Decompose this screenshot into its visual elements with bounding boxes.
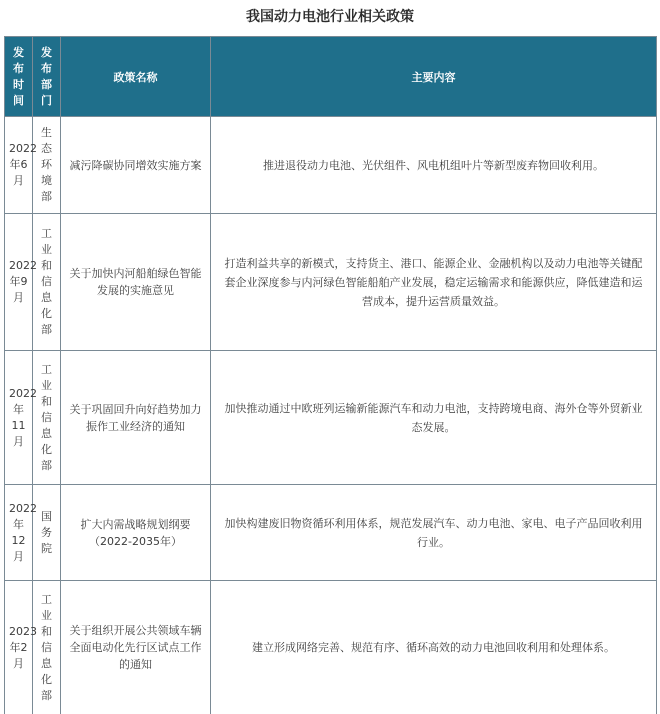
header-date: 发布时间 — [5, 37, 33, 117]
row-content: 加快构建废旧物资循环利用体系，规范发展汽车、动力电池、家电、电子产品回收利用行业。 — [211, 485, 657, 581]
table-row — [5, 581, 657, 714]
row-date: 2022年9月 — [5, 214, 33, 351]
row-dept: 工业和信息化部 — [33, 581, 61, 714]
header-name: 政策名称 — [61, 37, 211, 117]
policy-table — [4, 36, 657, 714]
row-policy-name: 关于巩固回升向好趋势加力振作工业经济的通知 — [61, 351, 211, 485]
row-dept: 工业和信息化部 — [33, 214, 61, 351]
table-row — [5, 214, 657, 351]
row-policy-name: 减污降碳协同增效实施方案 — [61, 117, 211, 214]
row-policy-name: 扩大内需战略规划纲要（2022-2035年） — [61, 485, 211, 581]
table-row — [5, 485, 657, 581]
row-dept: 生态环境部 — [33, 117, 61, 214]
header-dept: 发布部门 — [33, 37, 61, 117]
page-title: 我国动力电池行业相关政策 — [246, 9, 414, 25]
row-content: 建立形成网络完善、规范有序、循环高效的动力电池回收利用和处理体系。 — [211, 581, 657, 714]
table-header-row — [5, 37, 657, 117]
row-date: 2022年11月 — [5, 351, 33, 485]
row-content: 推进退役动力电池、光伏组件、风电机组叶片等新型废弃物回收利用。 — [211, 117, 657, 214]
row-policy-name: 关于组织开展公共领域车辆全面电动化先行区试点工作的通知 — [61, 581, 211, 714]
table-row — [5, 117, 657, 214]
row-dept: 国务院 — [33, 485, 61, 581]
row-content: 打造利益共享的新模式，支持货主、港口、能源企业、金融机构以及动力电池等关键配套企业深度参与内河绿色智能船舶产业发展，稳定运输需求和能源供应，降低建造和运营成本，提升运营质量效益。 — [211, 214, 657, 351]
row-date: 2022年6月 — [5, 117, 33, 214]
row-content: 加快推动通过中欧班列运输新能源汽车和动力电池，支持跨境电商、海外仓等外贸新业态发展。 — [211, 351, 657, 485]
header-content: 主要内容 — [211, 37, 657, 117]
row-date: 2022年12月 — [5, 485, 33, 581]
row-date: 2023年2月 — [5, 581, 33, 714]
row-dept: 工业和信息化部 — [33, 351, 61, 485]
table-row — [5, 351, 657, 485]
row-policy-name: 关于加快内河船舶绿色智能发展的实施意见 — [61, 214, 211, 351]
